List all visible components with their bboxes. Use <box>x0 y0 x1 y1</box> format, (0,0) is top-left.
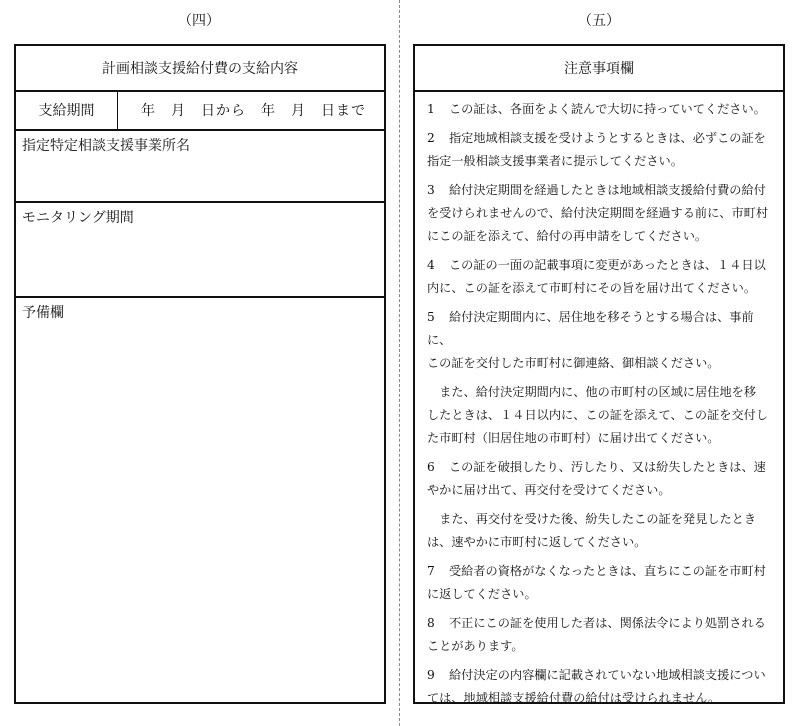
benefit-content-panel <box>14 44 386 704</box>
reserve-field <box>16 298 384 702</box>
note-text-cont: 指定一般相談支援事業者に提示してください。 <box>427 154 683 168</box>
note-item <box>427 456 775 502</box>
note-item <box>427 98 775 121</box>
note-item <box>427 508 775 554</box>
note-text: また、給付決定期間内に、他の市町村の区域に居住地を移 <box>427 385 757 399</box>
payment-period-value: 年 月 日から 年 月 日まで <box>141 102 366 119</box>
office-name-label: 指定特定相談支援事業所名 <box>22 138 190 154</box>
notes-panel <box>413 44 785 704</box>
note-text: 給付決定期間内に、居住地を移そうとする場合は、事前に、 <box>427 310 754 347</box>
page-label-five: （五） <box>578 13 620 29</box>
note-item <box>427 127 775 173</box>
note-text: この証を破損したり、汚したり、又は紛失したときは、速 <box>449 460 766 474</box>
note-item <box>427 254 775 300</box>
note-text-cont: この証を交付した市町村に御連絡、御相談ください。 <box>427 356 720 370</box>
note-text-cont: ては、地域相談支援給付費の給付は受けられません。 <box>427 691 721 705</box>
note-number: 7 <box>427 564 435 578</box>
note-item <box>427 560 775 606</box>
note-text: この証の一面の記載事項に変更があったときは、１４日以 <box>449 258 766 272</box>
payment-period-label: 支給期間 <box>16 90 118 129</box>
note-item <box>427 664 775 710</box>
note-item <box>427 306 775 375</box>
note-text: 指定地域相談支援を受けようとするときは、必ずこの証を <box>449 131 766 145</box>
note-number: 3 <box>427 183 435 197</box>
note-number: 4 <box>427 258 435 272</box>
note-item <box>427 381 775 450</box>
note-text-cont: を受けられませんので、給付決定期間を経過する前に、市町村にこの証を添えて、給付の再申請をしてください。 <box>427 206 769 243</box>
note-number: 6 <box>427 460 435 474</box>
office-name-field <box>16 131 384 203</box>
center-fold-line <box>399 0 400 726</box>
note-text: 受給者の資格がなくなったときは、直ちにこの証を市町村 <box>449 564 766 578</box>
panel-title: 計画相談支援給付費の支給内容 <box>16 46 384 92</box>
note-text-cont: 内に、この証を添えて市町村にその旨を届け出てください。 <box>427 281 757 295</box>
note-text: 給付決定期間を経過したときは地域相談支援給付費の給付 <box>449 183 766 197</box>
note-text: 不正にこの証を使用した者は、関係法令により処罰される <box>449 616 766 630</box>
reserve-label: 予備欄 <box>22 305 64 321</box>
panel-title: 注意事項欄 <box>415 46 783 92</box>
monitoring-period-field <box>16 203 384 298</box>
page-label-four: （四） <box>178 13 220 29</box>
note-number: 5 <box>427 310 435 324</box>
note-number: 1 <box>427 102 435 116</box>
note-text: また、再交付を受けた後、紛失したこの証を発見したとき <box>427 512 757 526</box>
note-text-cont: は、速やかに市町村に返してください。 <box>427 535 647 549</box>
note-text-cont: したときは、１４日以内に、この証を添えて、この証を交付した市町村（旧居住地の市町村）に届け出てください。 <box>427 408 769 445</box>
note-text-cont: やかに届け出て、再交付を受けてください。 <box>427 483 671 497</box>
notes-list <box>415 90 783 705</box>
note-number: 8 <box>427 616 435 630</box>
monitoring-period-label: モニタリング期間 <box>22 210 134 226</box>
note-item <box>427 612 775 658</box>
payment-period-row <box>16 90 384 131</box>
note-text-cont: に返してください。 <box>427 587 537 601</box>
note-text: この証は、各面をよく読んで大切に持っていてください。 <box>449 102 766 116</box>
note-number: 9 <box>427 668 435 682</box>
note-text-cont: ことがあります。 <box>427 639 524 653</box>
note-text: 給付決定の内容欄に記載されていない地域相談支援につい <box>449 668 766 682</box>
note-item <box>427 179 775 248</box>
note-number: 2 <box>427 131 435 145</box>
